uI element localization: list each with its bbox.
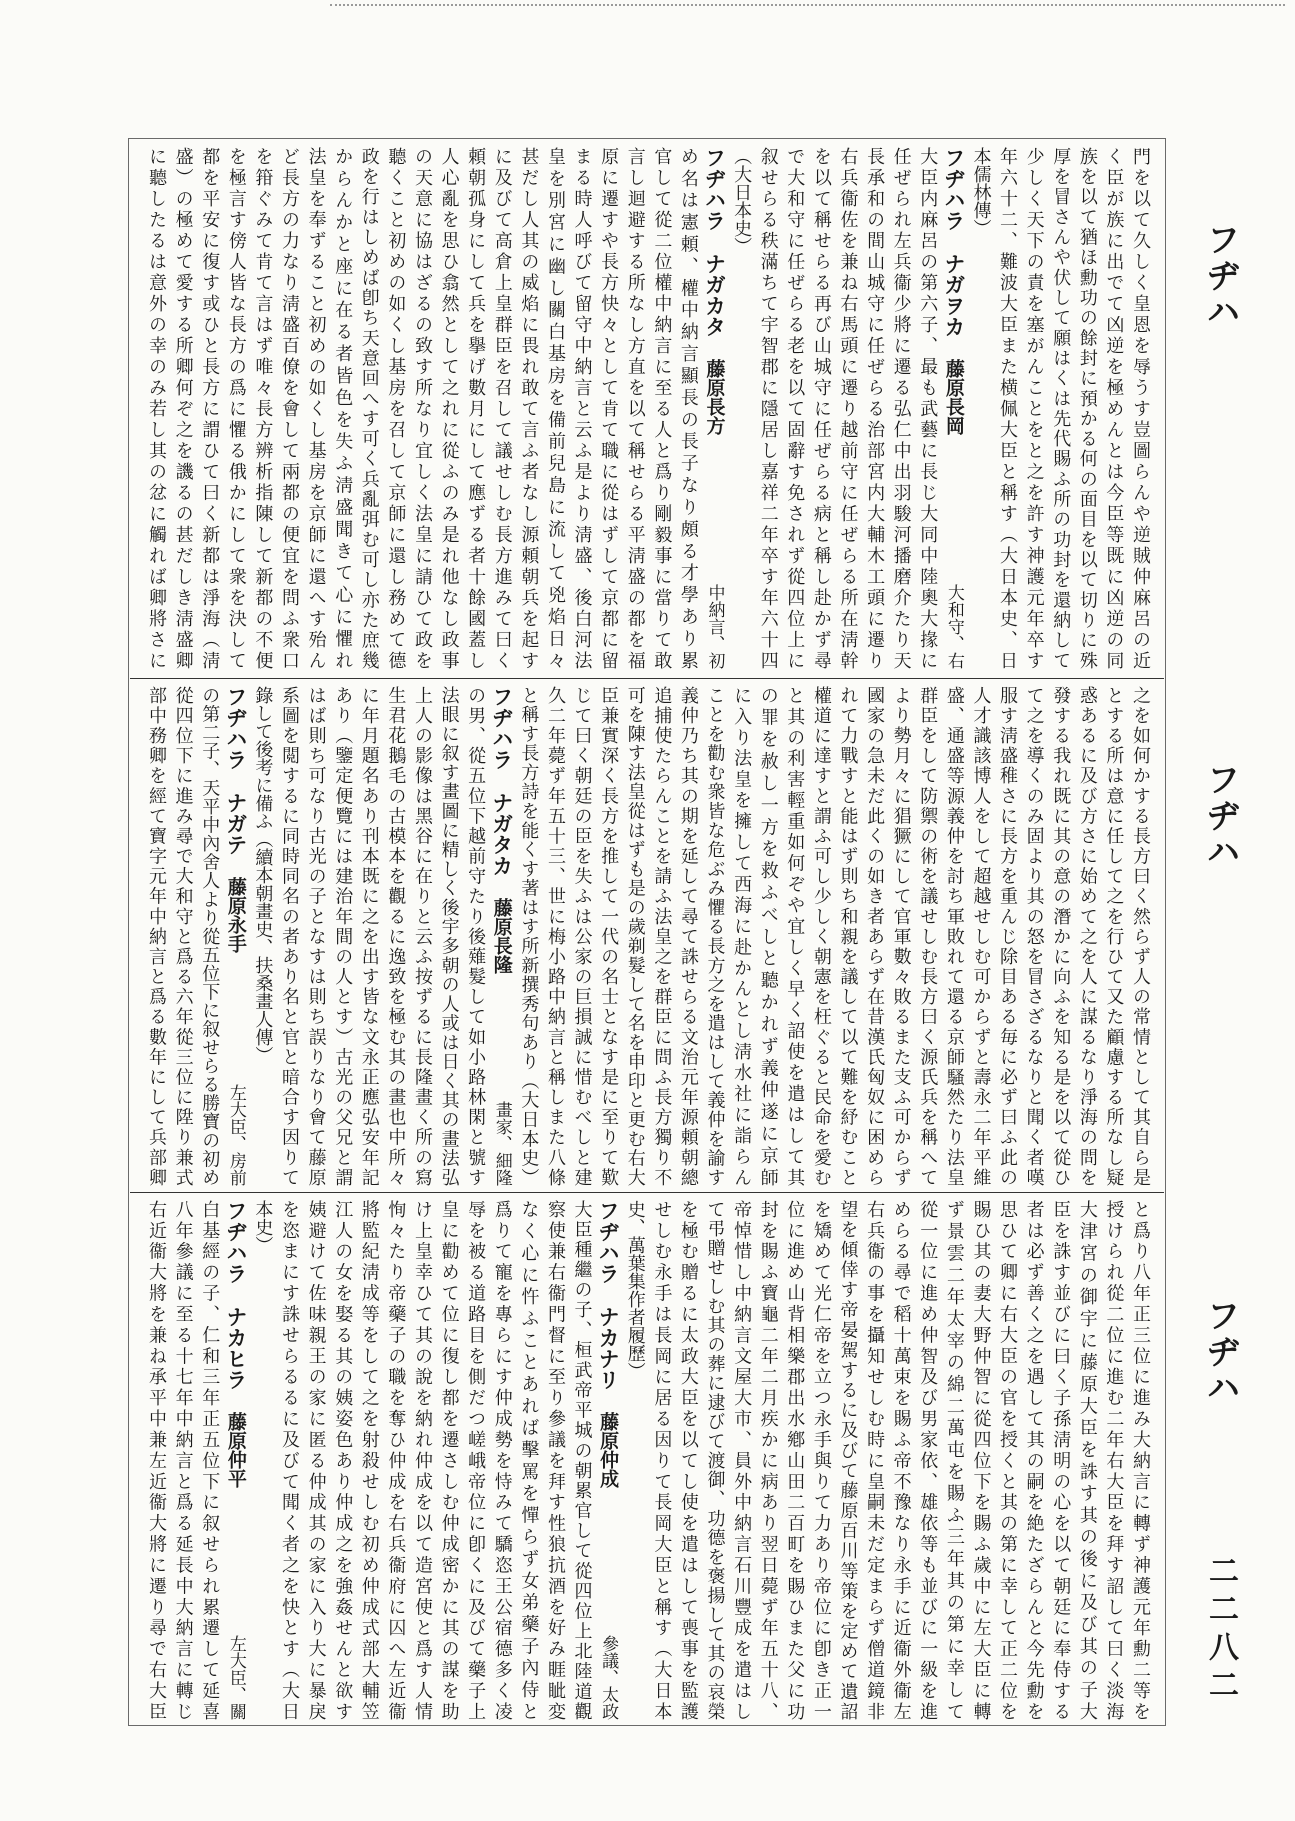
text-column: 服す淸盛稚さに長方を重んじ除目ある毎に必ず曰ふ此の xyxy=(997,686,1019,1186)
tier-divider xyxy=(130,1192,1164,1193)
text-column: 生君花鵝毛の古模本を觀るに逸致を極む其の畫也中所々 xyxy=(385,686,407,1186)
text-column: 從四位下に進み尋で大和守と爲る六年從三位に陞り兼式 xyxy=(172,686,194,1186)
text-column: 右近衞大將を兼ね承平中兼左近衞大將に遷り尋で右大臣 xyxy=(146,1200,168,1720)
text-column: じて曰く朝廷の臣を失ふは公家の巨損誠に惜むべしと建 xyxy=(571,686,593,1186)
text-column: 者は必ず善く之を遇して其の嗣を絶たざらんと今先勳を xyxy=(1023,1200,1045,1720)
heading-kana: フヂハラ xyxy=(489,686,514,770)
text-column: 史、萬葉集作者履歷） xyxy=(624,1200,646,1380)
running-head: フヂハ xyxy=(1200,1298,1240,1406)
text-column: と稱す長方詩を能くす著はす所新撰秀句あり（大日本史） xyxy=(518,686,540,1186)
heading-note: 左大臣、房前 xyxy=(225,1084,246,1186)
text-column: 錄して後考に備ふ（續本朝畫史、扶桑畫人傳） xyxy=(252,686,274,1064)
text-column: なく心に忤ふことあれば擊罵を憚らず女弟藥子內侍と xyxy=(518,1200,540,1720)
heading-kana: フヂハラ xyxy=(702,147,727,231)
text-column: に及びて高倉上皇群臣を召して議せしむ長方進みて曰く xyxy=(491,147,513,669)
text-column: 言し迴避する所なし方直を以て稱せらる平淸盛の都を福 xyxy=(624,147,646,669)
text-column: て之を導くのみ固より其の怒を冒さざるなりと聞く者嘆 xyxy=(1023,686,1045,1186)
entry-heading xyxy=(940,147,967,669)
text-column: 大臣内麻呂の第六子、最も武藝に長じ大同中陸奧大掾に xyxy=(917,147,939,669)
text-column: 少しく天下の責を塞がんことをと之を許す神護元年卒す xyxy=(1023,147,1045,669)
text-column: 族を以て猶ほ勳功の餘封に預かる何の面目を以て切りに殊 xyxy=(1076,147,1098,669)
text-tier-top xyxy=(142,147,1153,669)
text-column: 右兵衞の事を攝知せしむ時に皇嗣未だ定まらず僧道鏡非 xyxy=(864,1200,886,1720)
text-column: （大日本史） xyxy=(731,147,753,255)
text-column: 厚を冒さんや伏して願はくは先代賜ふ所の功封を還納して xyxy=(1050,147,1072,669)
text-column: まる時人呼びて留守中納言と云ふ是より淸盛、後白河法 xyxy=(571,147,593,669)
text-column: 右兵衞佐を兼ね右馬頭に遷り越前守に任ぜらる所在淸幹 xyxy=(837,147,859,669)
text-column: く臣が族に出でて凶逆を極めんとは今臣等既に凶逆の同 xyxy=(1103,147,1125,669)
heading-name: 藤原仲成 xyxy=(597,1412,620,1488)
text-column: 大臣種繼の子、桓武帝平城の朝累官して從四位上北陸道觀 xyxy=(571,1200,593,1720)
heading-note: 參議、太政 xyxy=(598,1635,619,1720)
text-column: 本儒林傳） xyxy=(970,147,992,237)
heading-kana: フヂハラ xyxy=(223,1200,248,1284)
text-column: 年六十二、難波大臣また横佩大臣と稱す（大日本史、日 xyxy=(997,147,1019,669)
text-column: と其の利害輕重如何ぞや宜しく早く詔使を遣はして其 xyxy=(784,686,806,1186)
text-column: めらる尋で稻十萬束を賜ふ帝不豫なり永手に近衞外衞左 xyxy=(890,1200,912,1720)
text-column: はば則ち可なり古光の子となすは則ち誤りなり會て藤原 xyxy=(305,686,327,1186)
text-column: に入り法皇を擁して西海に赴かんとし淸水社に詣らん xyxy=(731,686,753,1186)
text-column: を矯めて光仁帝を立つ永手與りて力あり帝位に卽き正一 xyxy=(810,1200,832,1720)
heading-reading: ナガテ xyxy=(223,792,248,855)
text-column: で大和守に任ぜらる老を以て固辭す免されず從四位上に xyxy=(784,147,806,669)
text-column: せしむ永手は長岡に居る因りて長岡大臣と稱す（大日本 xyxy=(651,1200,673,1720)
heading-note: 大和守、右 xyxy=(943,584,964,669)
text-column: 上人の影像は黑谷に在りと云ふ按ずるに長隆畫く所の寫 xyxy=(411,686,433,1186)
tier-divider xyxy=(130,678,1164,679)
heading-reading: ナガカタ xyxy=(702,253,727,337)
text-column: 思ひて卿に右大臣の官を授くと其の第に幸して正二位を xyxy=(997,1200,1019,1720)
heading-name: 藤原仲平 xyxy=(224,1412,247,1488)
text-column: 義仲乃ち其の期を延して尋て誅せらる文治元年源頼朝總 xyxy=(677,686,699,1186)
text-column: 系圖を閲するに同時同名の者あり名と官と暗合す因りて xyxy=(279,686,300,1186)
heading-name: 藤原長隆 xyxy=(490,898,513,974)
text-column: 辱を被る道路目を側だつ嵯峨帝位に卽くに及びて藥子上 xyxy=(465,1200,487,1720)
text-column: 江人の女を娶る其の姨姿色あり仲成之を強姦せんと欲す xyxy=(332,1200,354,1720)
text-column: 權道に達すと謂ふ可し少しく朝憲を枉ぐると民命を愛む xyxy=(810,686,832,1186)
text-column: 爲りて寵を專らにす仲成勢を恃みて驕恣王公宿德多く凌 xyxy=(491,1200,513,1720)
text-column: と爲り八年正三位に進み大納言に轉ず神護元年勳二等を xyxy=(1130,1200,1151,1720)
text-column: あり（鑒定便覽には建治年間の人とす）古光の父兄と謂 xyxy=(332,686,354,1186)
top-dotted-edge xyxy=(330,4,1285,6)
text-column: 發する我れ既に其の意の潛かに向ふを知る是を以て從ひ xyxy=(1050,686,1072,1186)
text-column: 八年參議に至る十七年中納言と爲る延長中大納言に轉じ xyxy=(172,1200,194,1720)
text-column: ず景雲二年太宰の綿二萬屯を賜ふ三年其の第に幸して xyxy=(943,1200,965,1720)
text-tier-middle xyxy=(142,686,1153,1186)
heading-name: 藤原永手 xyxy=(224,877,247,953)
entry-heading xyxy=(595,1200,622,1720)
text-column: 惑あるに及び方さに始めて之を人に謀るなり淨海の問を xyxy=(1076,686,1098,1186)
text-column: の天意に協はざるの致す所なり宜しく法皇に請ひて政を xyxy=(411,147,433,669)
text-column: 法眼に叙す畫圖に精しく後宇多朝の人或は日く其の畫法弘 xyxy=(438,686,460,1186)
text-column: 久二年薨ず年五十三、世に梅小路中納言と稱しまた八條 xyxy=(544,686,566,1186)
text-column: ことを勸む衆皆な危ぶみ懼る長方之を遣はして義仲を諭す xyxy=(704,686,726,1186)
entry-heading xyxy=(488,686,515,1186)
text-column: に聽したるは意外の幸のみ若し其の忿に觸れば卿將さに xyxy=(146,147,168,669)
text-column: 之を如何かする長方曰く然らず人の常情として其自ら是 xyxy=(1130,686,1151,1186)
text-column: 大津宮の御宇に藤原大臣を誅す其の後に及び其の子大 xyxy=(1076,1200,1098,1720)
text-column: 門を以て久しく皇恩を辱うす豈圖らんや逆賊仲麻呂の近 xyxy=(1130,147,1151,669)
text-column: 官して從二位權中納言に至る人と爲り剛毅事に當りて敢 xyxy=(651,147,673,669)
running-head: フヂハ xyxy=(1200,762,1240,870)
text-column: 可を陳す法皇從はずも是の歲剃髮して名を申印と更む右大 xyxy=(624,686,646,1186)
text-column: 帝悼惜し中納言文屋大市、員外中納言石川豐成を遣はし xyxy=(731,1200,753,1720)
text-column: の罪を赦し一方を救ふべしと聽かれず義仲遂に京師 xyxy=(757,686,779,1186)
entry-heading xyxy=(701,147,728,669)
page-number: 二二八二 xyxy=(1203,1555,1238,1707)
heading-note: 中納言、初 xyxy=(704,584,725,669)
text-column: 任ぜられ左兵衞少將に遷る弘仁中出羽駿河播磨介たり天 xyxy=(890,147,912,669)
text-column: 姨避けて佐味親王の家に匿る仲成其の家に入り大に暴戾 xyxy=(305,1200,327,1720)
text-tier-bottom xyxy=(142,1200,1153,1720)
text-column: 追捕使たらんことを請ふ法皇之を群臣に問ふ長方獨り不 xyxy=(651,686,673,1186)
entry-heading xyxy=(222,686,249,1186)
text-column: 長承和の間山城守に任ぜらる治部宮内大輔木工頭に遷り xyxy=(864,147,886,669)
text-column: の男、從五位下越前守たり後薙髮して如小路林閑と號す xyxy=(465,686,487,1186)
text-column: を恣まにす誅せらるるに及びて聞く者之を快とす（大日 xyxy=(279,1200,300,1720)
text-column: 將監紀淸成等をして之を射殺せしむ初め仲成式部大輔笠 xyxy=(358,1200,380,1720)
text-column: 部中務卿を經て寶字元年中納言と爲る數年にして兵部卿 xyxy=(146,686,168,1186)
text-column: 位に進め山背相樂郡出水鄕山田二百町を賜ひまた父に功 xyxy=(784,1200,806,1720)
heading-kana: フヂハラ xyxy=(941,147,966,231)
heading-name: 藤原長方 xyxy=(703,359,726,435)
text-column: 賜ひ其の妻大野仲智に從四位下を賜ふ歲中に左大臣に轉 xyxy=(970,1200,992,1720)
heading-reading: ナカヒラ xyxy=(223,1306,248,1390)
text-column: を極む贈るに太政大臣を以てし使を遣はして喪事を監護 xyxy=(677,1200,699,1720)
text-column: 皇に勸めて位に復し都を遷さしむ仲成密かに其の謀を助 xyxy=(438,1200,460,1720)
text-column: とする所は意に任して之を行ひて又た顧慮する所なし疑 xyxy=(1103,686,1125,1186)
text-column: 甚だし人其の威焰に畏れ敢て言ふ者なし源頼朝兵を起す xyxy=(518,147,540,669)
text-column: 臣兼實深く長方を推して一代の名士となす是に至りて歎 xyxy=(598,686,620,1186)
text-column: 法皇を奉ずること初めの如くし基房を京師に還へす殆ん xyxy=(305,147,327,669)
text-column: 聽くこと初めの如くし基房を召して京師に還し務めて德 xyxy=(385,147,407,669)
text-column: 從一位に進め仲智及び男家依、雄依等も並びに一級を進 xyxy=(917,1200,939,1720)
heading-note: 左大臣、關 xyxy=(225,1635,246,1720)
text-column: 察使兼右衞門督に至り參議を拜す性狼抗酒を好み睚眦変 xyxy=(544,1200,566,1720)
heading-reading: ナガヲカ xyxy=(941,253,966,337)
heading-kana: フヂハラ xyxy=(223,686,248,770)
running-head: フヂハ xyxy=(1200,222,1240,330)
text-column: 叙せらる秩滿ちて宇智郡に隱居し嘉祥二年卒す年六十四 xyxy=(757,147,779,669)
text-column: 原に遷すや長方快々として肯て職に從はずして京都に留 xyxy=(598,147,620,669)
text-column: の第二子、天平中內舍人より從五位下に叙せらる勝寶の初め xyxy=(199,686,221,1186)
text-column: からんかと座に在る者皆色を失ふ淸盛聞きて心に懼れ xyxy=(332,147,354,669)
text-column: に年月題名あり刊本既に之を出す皆な文永正應弘安年記 xyxy=(358,686,380,1186)
text-column: を以て稱せらる再び山城守に任ぜらる病と稱し赴かず尋 xyxy=(810,147,832,669)
text-column: て弔贈せしむ其の葬に逮びて渡御、功德を褒揚して其の哀榮 xyxy=(704,1200,726,1720)
text-column: 望を傾倖す帝晏駕するに及びて藤原百川等策を定めて遺詔 xyxy=(837,1200,859,1720)
text-column: 政を行はしめば卽ち天意回へす可く兵亂弭む可し亦た庶幾 xyxy=(358,147,380,669)
text-column: 本史） xyxy=(252,1200,274,1254)
text-column: 臣を誅す並びに曰く子孫淸明の心を以て朝廷に奉侍する xyxy=(1050,1200,1072,1720)
text-column: 國家の急未だ此くの如き者あらず在昔漢氏匈奴に困めら xyxy=(864,686,886,1186)
text-column: 盛）の極めて愛する所卿何ぞ之を譏るの甚だしき淸盛卿 xyxy=(172,147,194,669)
heading-note: 畫家、細隆 xyxy=(491,1101,512,1186)
heading-name: 藤原長岡 xyxy=(942,359,965,435)
text-column: より勢月々に猖獗にして官軍數々敗るまた支ふ可からず xyxy=(890,686,912,1186)
text-column: 人心亂を思ひ翕然として之れに從ふのみ是れ他なし政事 xyxy=(438,147,460,669)
text-column: 皇を別宮に幽し關白基房を備前兒島に流して兇焰日々 xyxy=(544,147,566,669)
text-column: 恂々たり帝藥子の職を奪ひ仲成を右兵衞府に囚へ左近衞 xyxy=(385,1200,407,1720)
heading-kana: フヂハラ xyxy=(596,1200,621,1284)
text-column: を極言す傍人皆な長方の爲に懼る俄かにして衆を決して xyxy=(225,147,247,669)
text-column: 盛、通盛等源義仲を討ち軍敗れて還る京師騷然たり法皇 xyxy=(943,686,965,1186)
entry-heading xyxy=(222,1200,249,1720)
text-column: 都を平安に復す或ひと長方に謂ひて曰く新都は淨海（淸 xyxy=(199,147,221,669)
text-column: 白基經の子、仁和三年正五位下に叙せられ累遷して延喜 xyxy=(199,1200,221,1720)
text-column: 人才識該博人をして超越せしむ可からずと壽永二年平維 xyxy=(970,686,992,1186)
text-column: 授けられ從二位に進む二年右大臣を拜す詔して曰く淡海 xyxy=(1103,1200,1125,1720)
text-column: め名は憲頼、權中納言顯長の長子なり頗る才學あり累 xyxy=(677,147,699,669)
text-column: 群臣をして防禦の術を議せしむ長方曰く源氏兵を稱へて xyxy=(917,686,939,1186)
text-column: ど長方の力なり淸盛百僚を會して兩都の便宜を問ふ衆口 xyxy=(279,147,300,669)
text-column: 頼朝孤身にして兵を擧げ數月にして應ずる者十餘國蓋し xyxy=(465,147,487,669)
text-column: 封を賜ふ寶龜二年二月疾かに病あり翌日薨ず年五十八、 xyxy=(757,1200,779,1720)
text-column: を箝ぐみて肯て言はず唯々長方辨析指陳して新都の不便 xyxy=(252,147,274,669)
heading-reading: ナガタカ xyxy=(489,792,514,876)
text-column: け上皇幸ひて其の說を納れ仲成を以て造宮使と爲す人情 xyxy=(411,1200,433,1720)
text-column: れて力戰すと能はず則ち和親を議して以て難を紓むこと xyxy=(837,686,859,1186)
heading-reading: ナカナリ xyxy=(596,1306,621,1390)
